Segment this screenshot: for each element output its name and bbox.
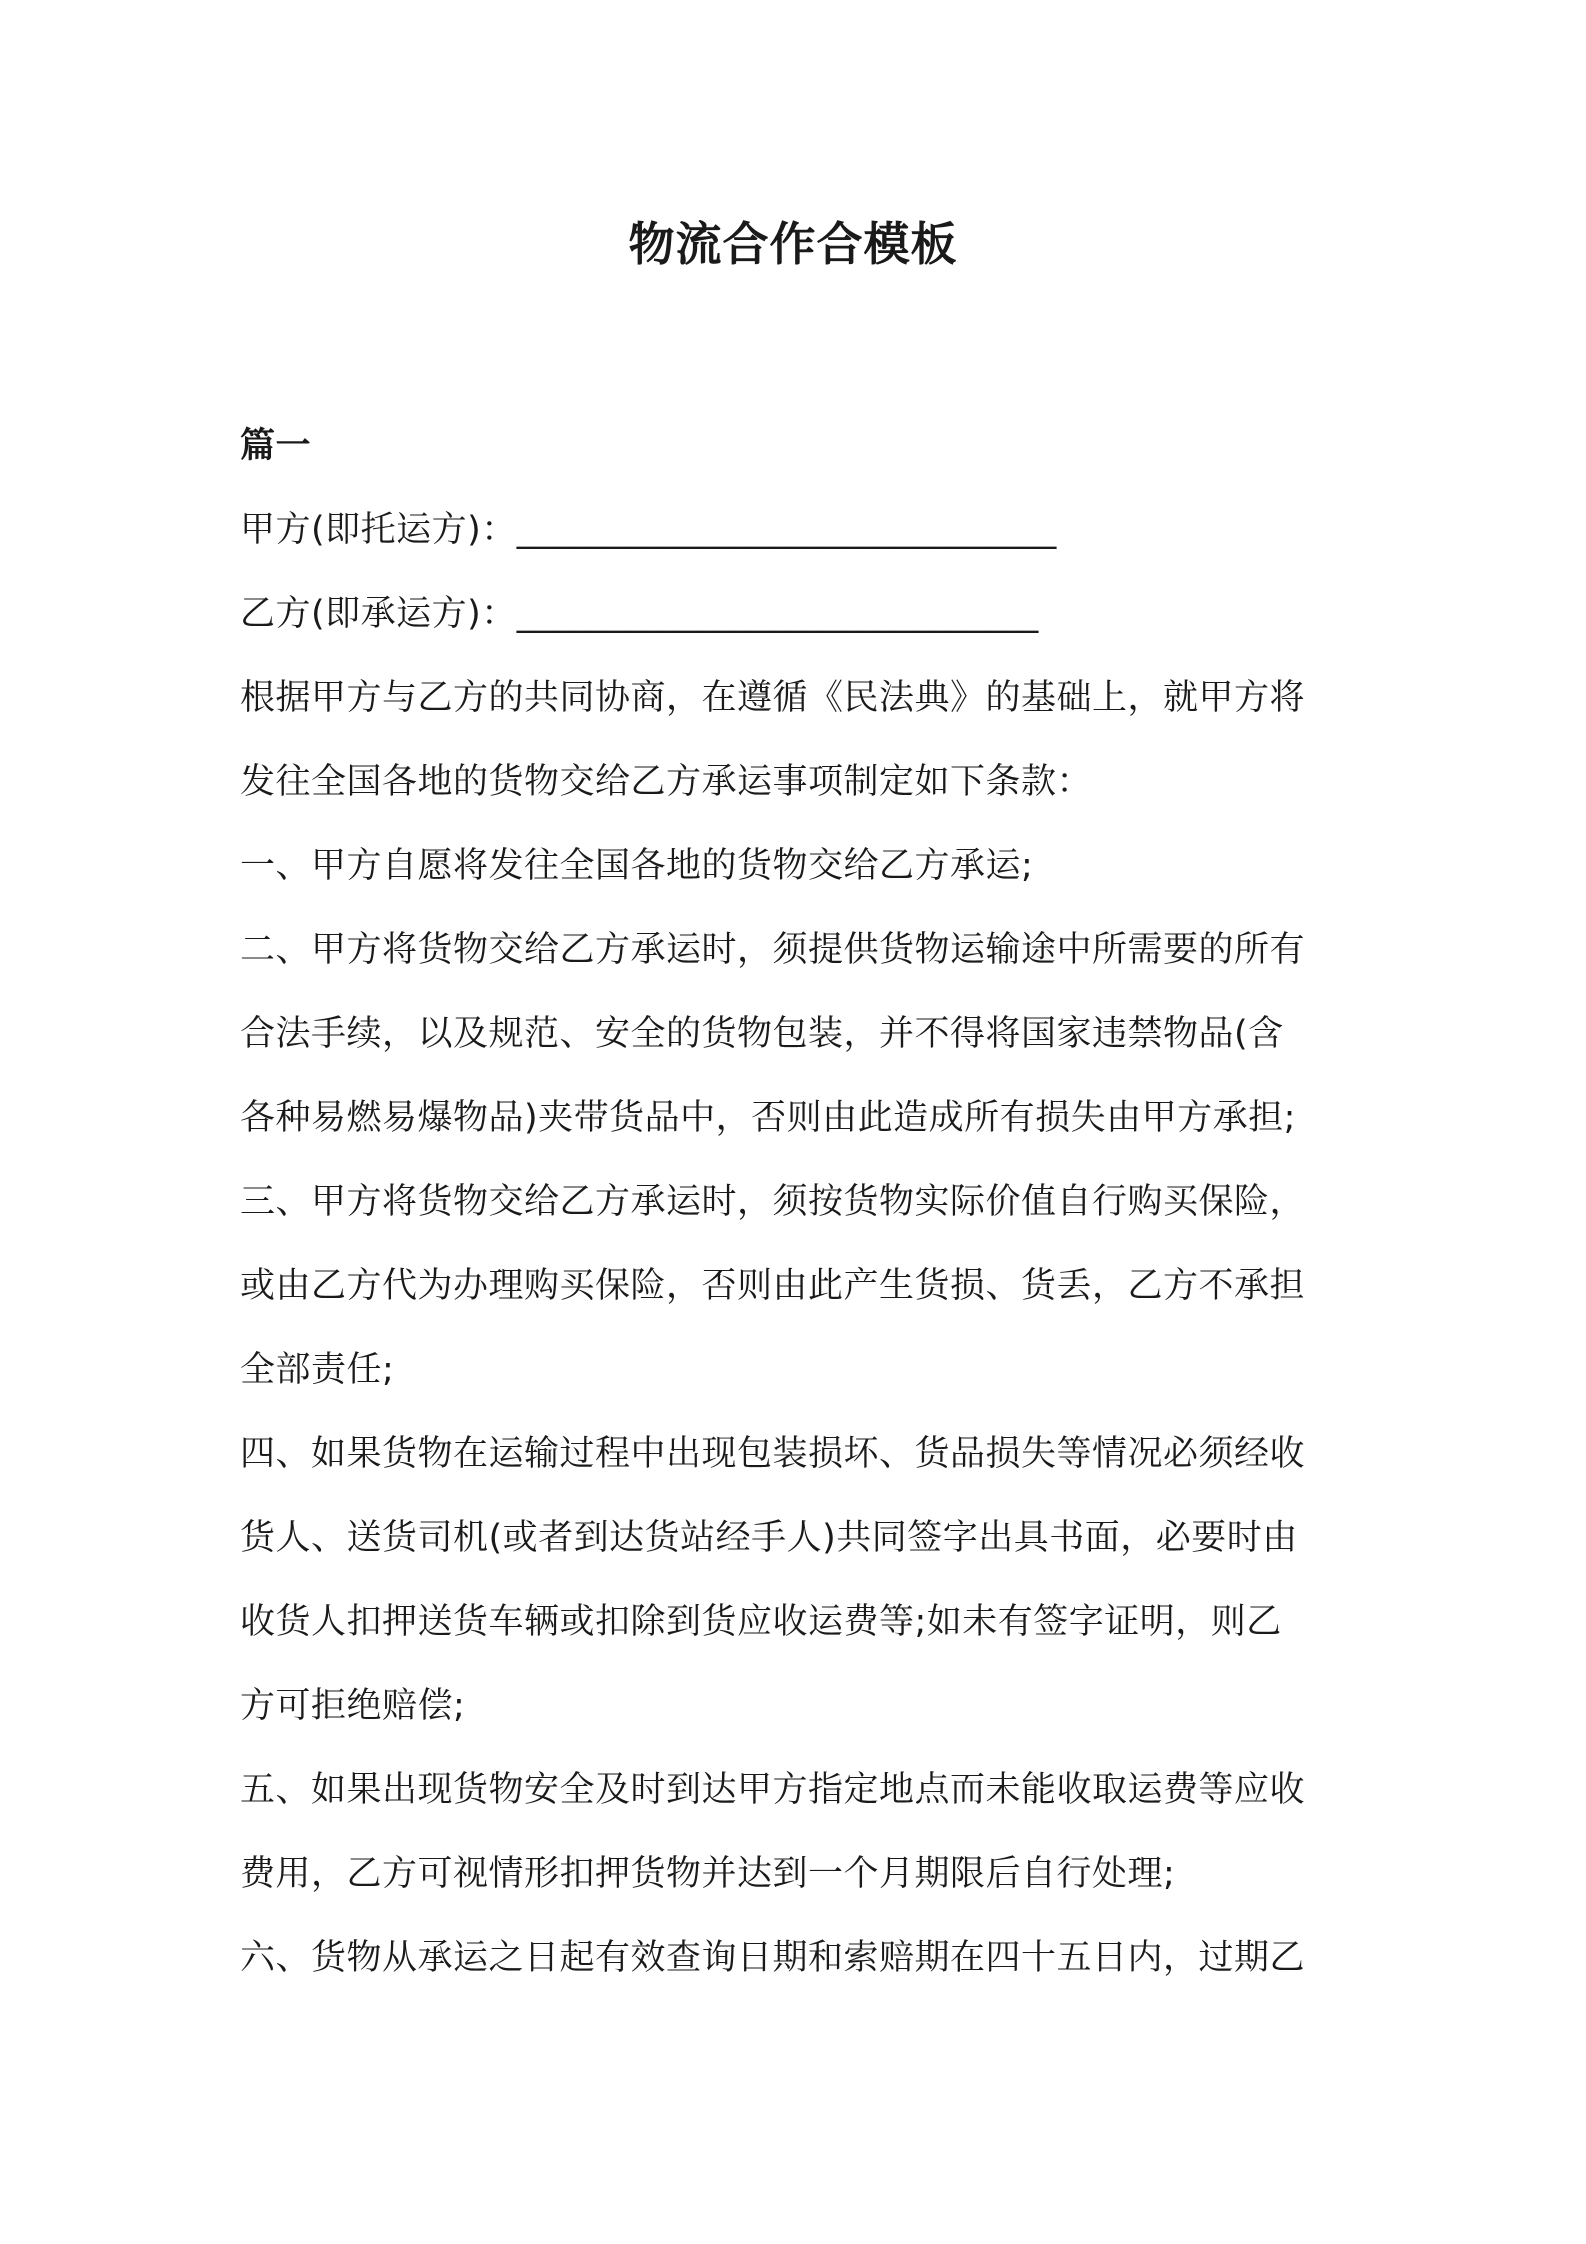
clause-3-line: 三、甲方将货物交给乙方承运时，须按货物实际价值自行购买保险， — [240, 1182, 1306, 1222]
text-line: 发往全国各地的货物交给乙方承运事项制定如下条款： — [240, 762, 1093, 802]
clause-6-line: 六、货物从承运之日起有效查询日期和索赔期在四十五日内，过期乙 — [240, 1938, 1306, 1978]
clause-4-line: 方可拒绝赔偿; — [240, 1686, 466, 1726]
section-heading: 篇一 — [240, 426, 312, 466]
party-b-line: 乙方(即承运方)：_____________________________ — [240, 594, 1039, 634]
clause-5-line: 费用，乙方可视情形扣押货物并达到一个月期限后自行处理; — [240, 1854, 1176, 1894]
document-body — [240, 404, 1360, 2000]
clause-3-line: 全部责任; — [240, 1350, 395, 1390]
clause-4-line: 收货人扣押送货车辆或扣除到货应收运费等;如未有签字证明，则乙 — [240, 1602, 1282, 1642]
clause-2-line: 合法手续，以及规范、安全的货物包装，并不得将国家违禁物品(含 — [240, 1014, 1284, 1054]
text-line: 根据甲方与乙方的共同协商，在遵循《民法典》的基础上，就甲方将 — [240, 678, 1306, 718]
party-a-line: 甲方(即托运方)：______________________________ — [240, 510, 1057, 550]
clause-1-line: 一、甲方自愿将发往全国各地的货物交给乙方承运; — [240, 846, 1034, 886]
document-title: 物流合作合模板 — [628, 217, 958, 271]
clause-3-line: 或由乙方代为办理购买保险，否则由此产生货损、货丢，乙方不承担 — [240, 1266, 1306, 1306]
clause-5-line: 五、如果出现货物安全及时到达甲方指定地点而未能收取运费等应收 — [240, 1770, 1306, 1810]
clause-4-line: 货人、送货司机(或者到达货站经手人)共同签字出具书面，必要时由 — [240, 1518, 1298, 1558]
clause-4-line: 四、如果货物在运输过程中出现包装损坏、货品损失等情况必须经收 — [240, 1434, 1306, 1474]
clause-2-line: 各种易燃易爆物品)夹带货品中，否则由此造成所有损失由甲方承担; — [240, 1098, 1296, 1138]
clause-2-line: 二、甲方将货物交给乙方承运时，须提供货物运输途中所需要的所有 — [240, 930, 1306, 970]
